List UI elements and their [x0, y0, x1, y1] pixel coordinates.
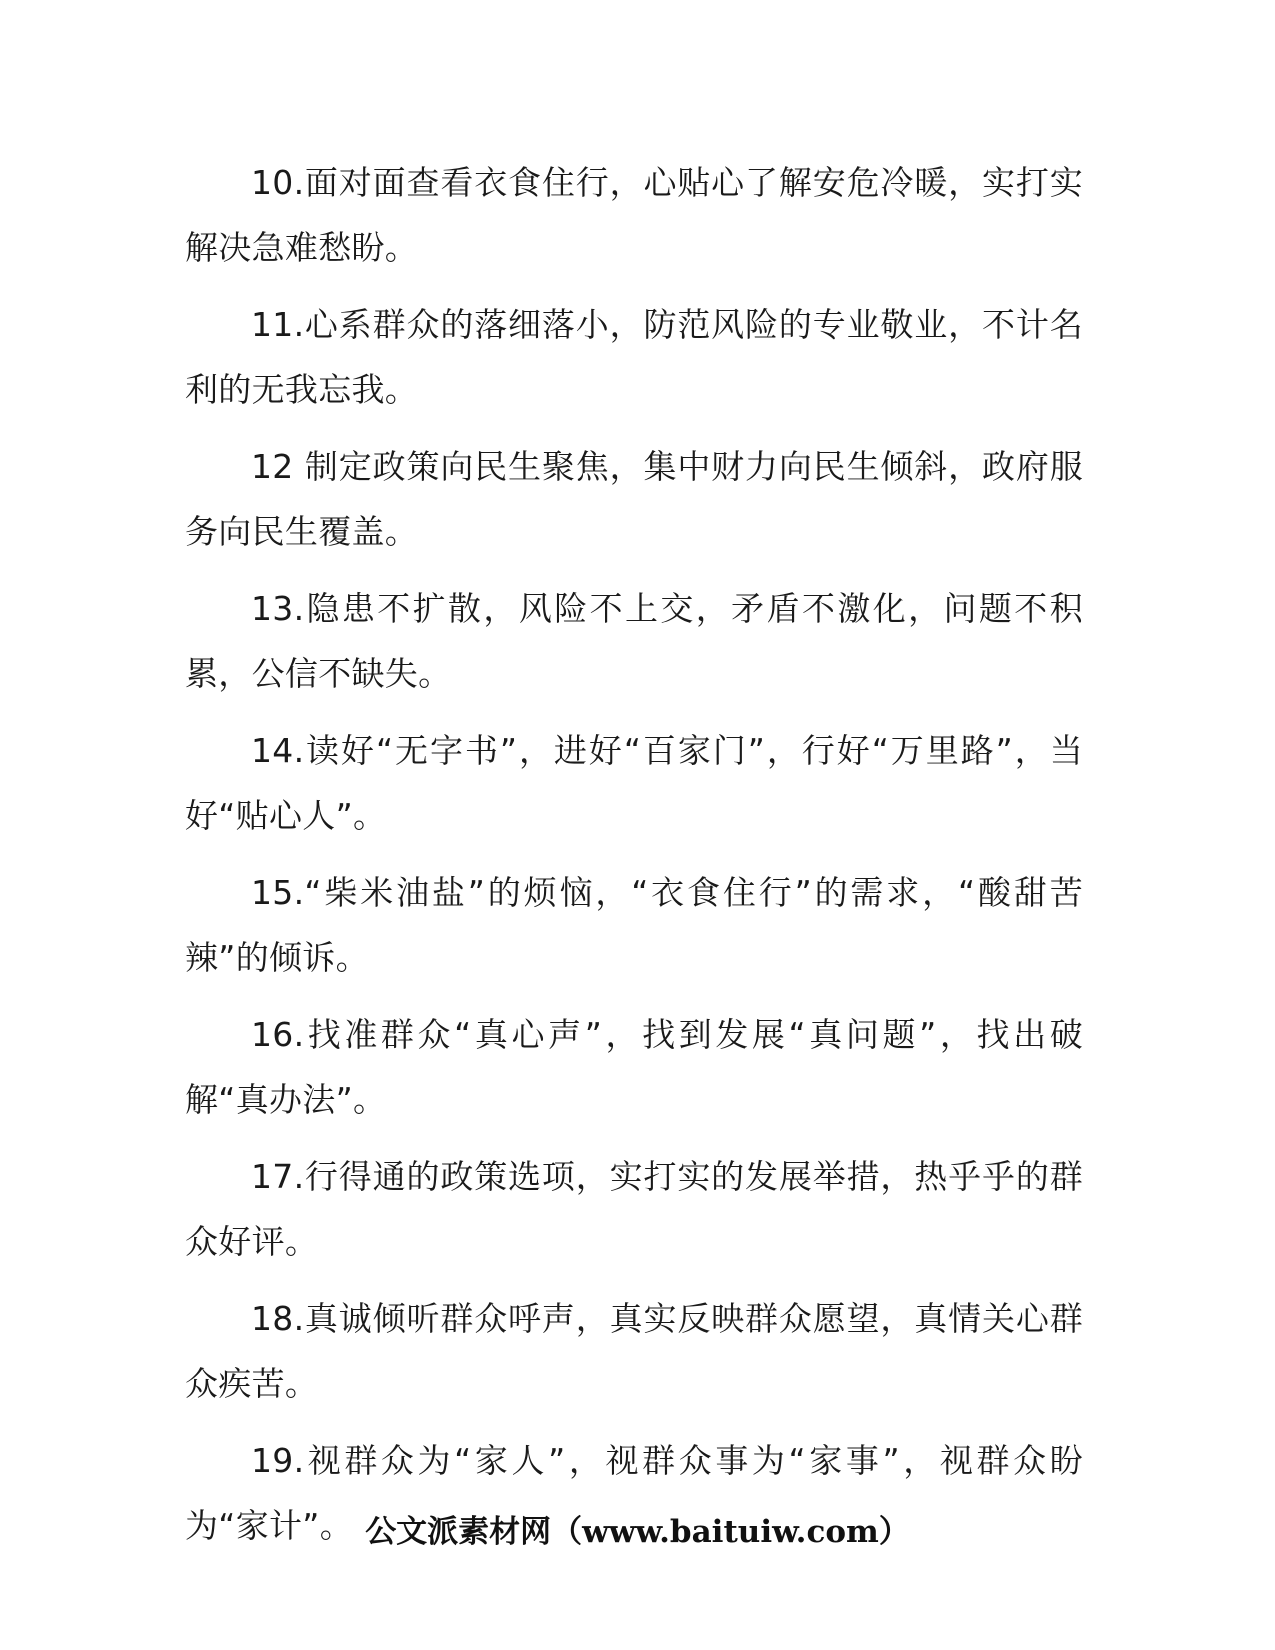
- paragraph-12: 12 制定政策向民生聚焦，集中财力向民生倾斜，政府服务向民生覆盖。: [185, 447, 1083, 551]
- paragraph-14: 14.读好“无字书”，进好“百家门”，行好“万里路”，当好“贴心人”。: [185, 731, 1083, 835]
- paragraph-19: 19.视群众为“家人”，视群众事为“家事”，视群众盼为“家计”。: [185, 1441, 1083, 1545]
- paragraph-11: 11.心系群众的落细落小，防范风险的专业敬业，不计名利的无我忘我。: [185, 305, 1083, 409]
- document-body: [185, 150, 1083, 1570]
- footer-source: 公文派素材网（www.baituiw.com）: [365, 1514, 910, 1550]
- paragraph-17: 17.行得通的政策选项，实打实的发展举措，热乎乎的群众好评。: [185, 1157, 1083, 1261]
- paragraph-16: 16.找准群众“真心声”，找到发展“真问题”，找出破解“真办法”。: [185, 1015, 1083, 1119]
- paragraph-18: 18.真诚倾听群众呼声，真实反映群众愿望，真情关心群众疾苦。: [185, 1299, 1083, 1403]
- paragraph-10: 10.面对面查看衣食住行，心贴心了解安危冷暖，实打实解决急难愁盼。: [185, 163, 1083, 267]
- paragraph-13: 13.隐患不扩散，风险不上交，矛盾不激化，问题不积累，公信不缺失。: [185, 589, 1083, 693]
- paragraph-15: 15.“柴米油盐”的烦恼，“衣食住行”的需求，“酸甜苦辣”的倾诉。: [185, 873, 1083, 977]
